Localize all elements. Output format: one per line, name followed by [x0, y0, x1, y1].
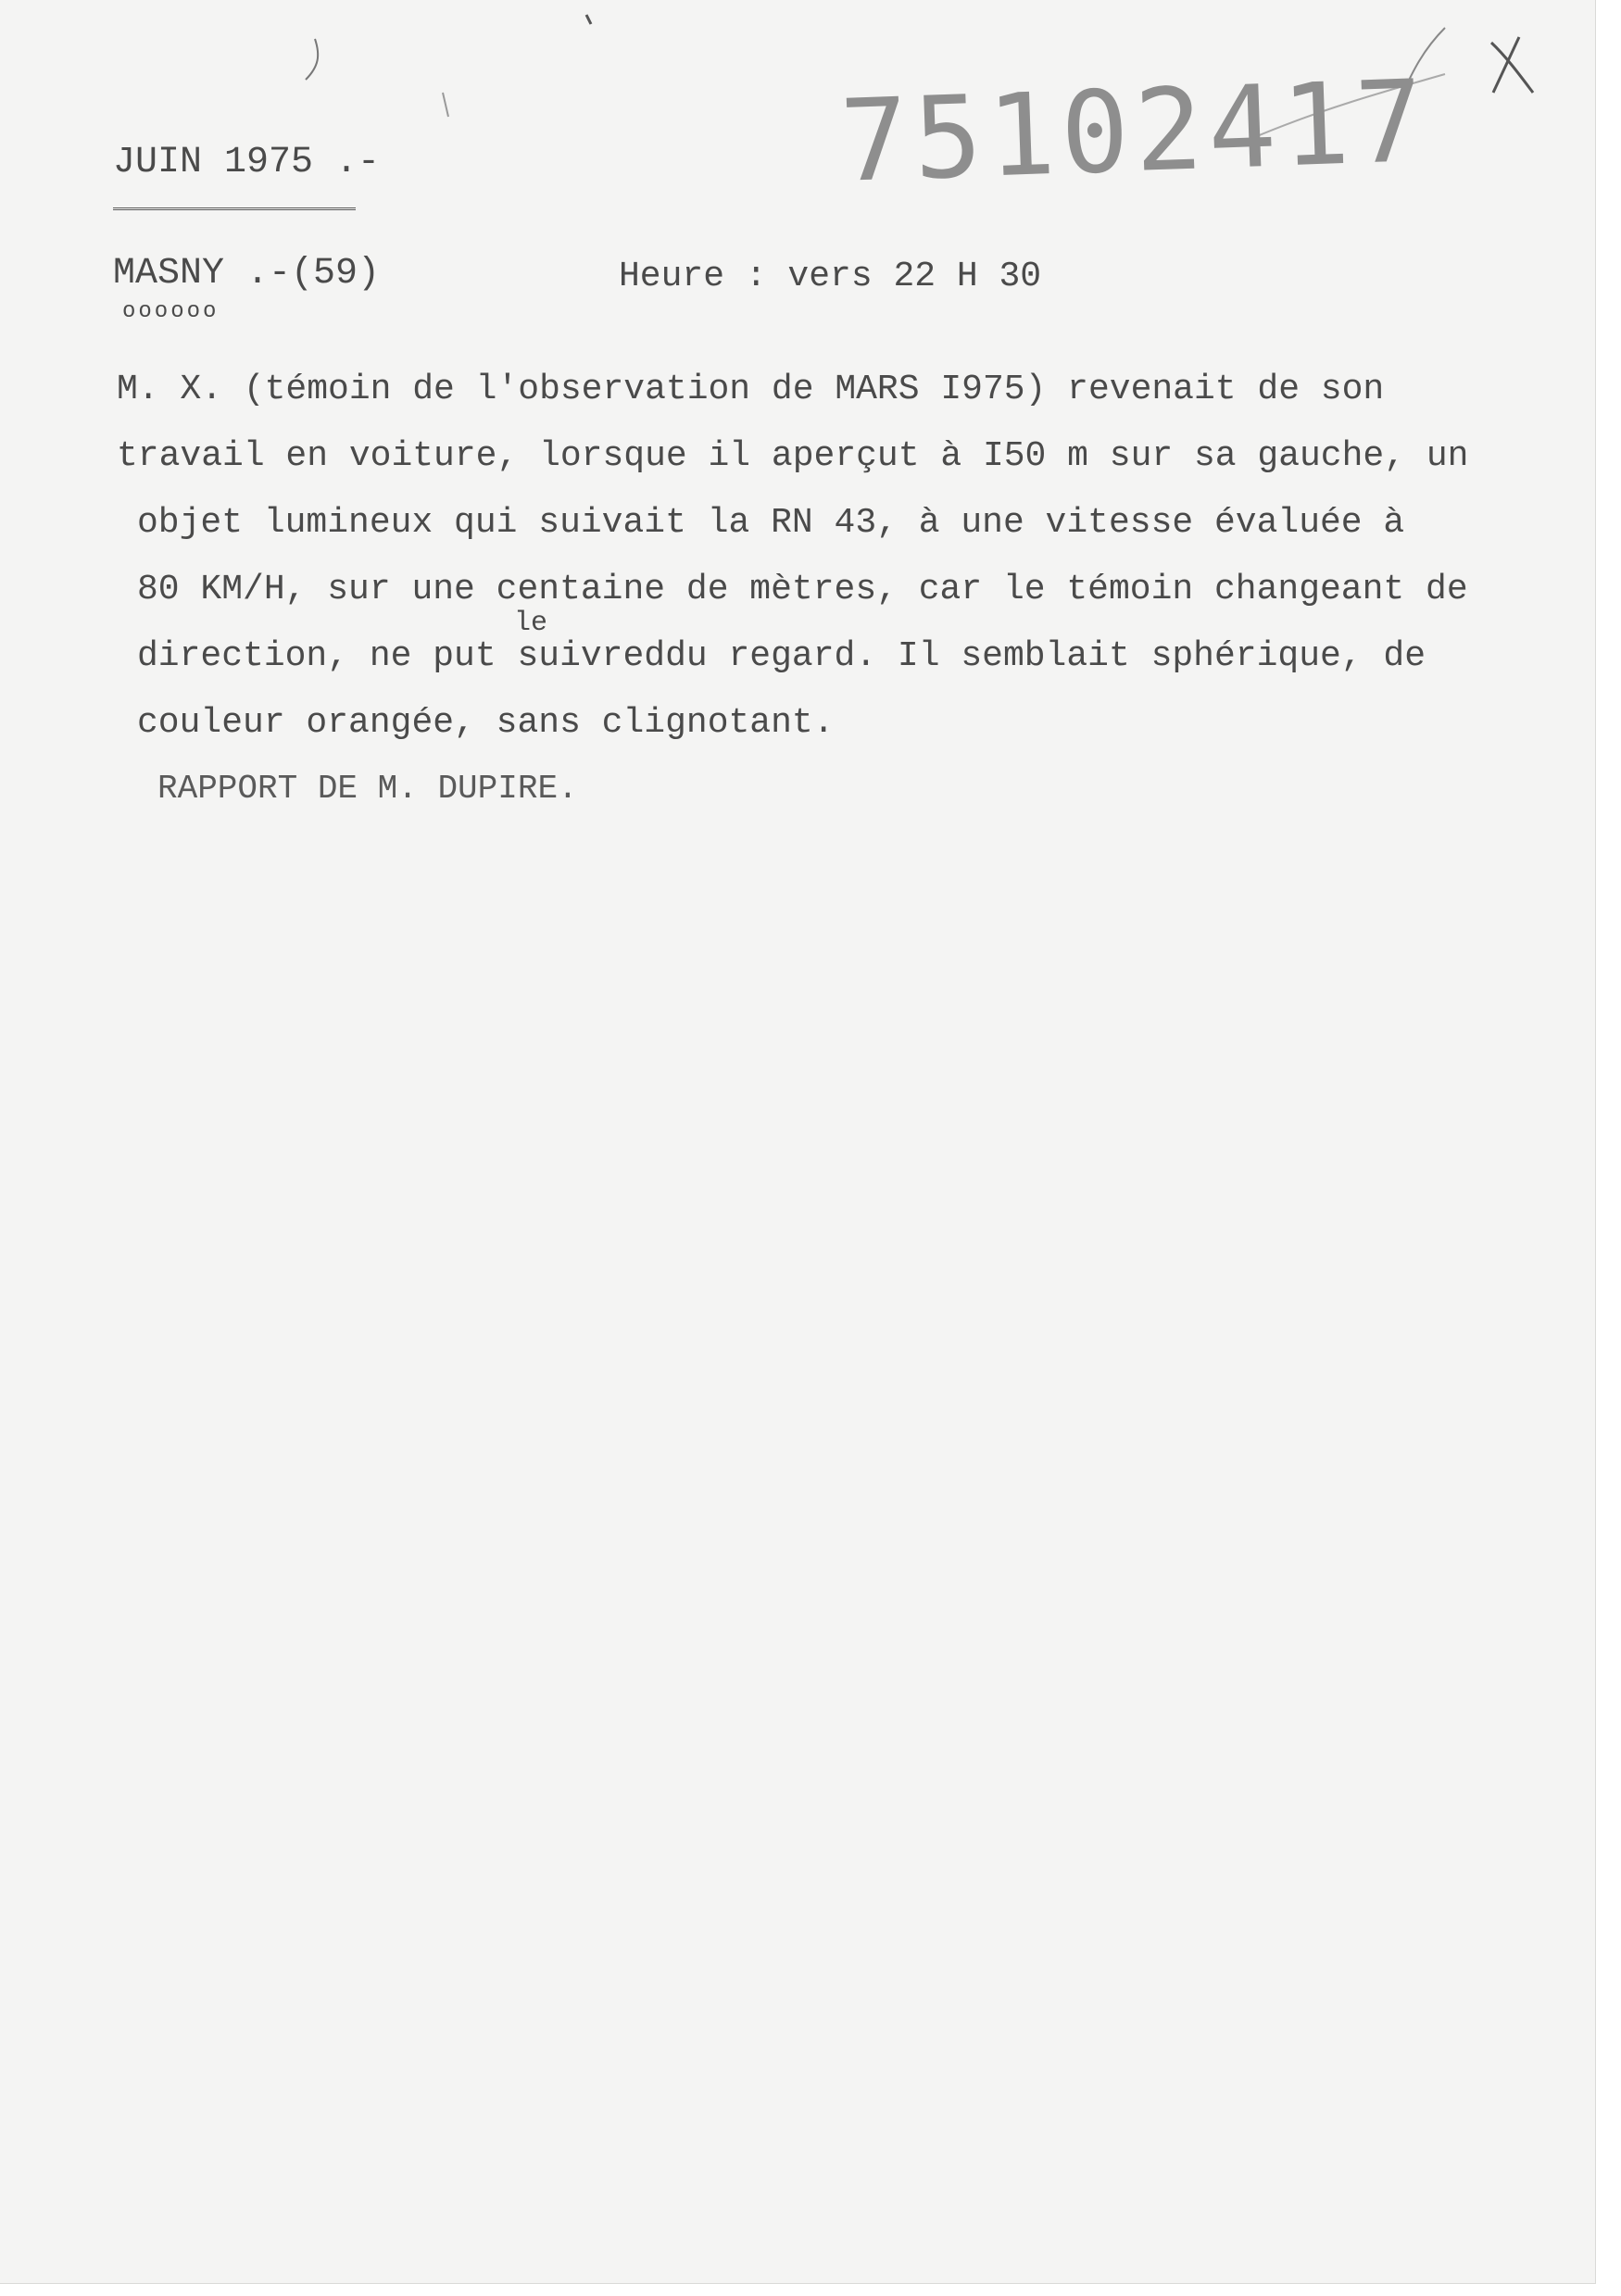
reference-number-stamp: 75102417	[837, 55, 1431, 207]
location-heading: MASNY .-(59)	[113, 253, 381, 295]
body-line-6: couleur orangée, sans clignotant.	[137, 703, 835, 743]
body-line-2: travail en voiture, lorsque il aperçut à I50 m sur sa gauche, un	[117, 436, 1469, 476]
body-line-5: direction, ne put suivreddu regard. Il semblait sphérique, de	[137, 636, 1426, 676]
date-underline	[113, 207, 356, 210]
location-underline-marks: oooooo	[122, 299, 220, 324]
time-of-sighting: Heure : vers 22 H 30	[619, 257, 1042, 296]
body-line-1: M. X. (témoin de l'observation de MARS I975) revenait de son	[117, 370, 1385, 409]
inserted-word: le	[514, 608, 548, 639]
report-signature-line: RAPPORT DE M. DUPIRE.	[157, 770, 578, 808]
document-date: JUIN 1975 .-	[113, 142, 381, 183]
body-line-4: 80 KM/H, sur une centaine de mètres, car le témoin changeant de	[137, 570, 1468, 609]
body-line-3: objet lumineux qui suivait la RN 43, à une vitesse évaluée à	[137, 503, 1405, 543]
